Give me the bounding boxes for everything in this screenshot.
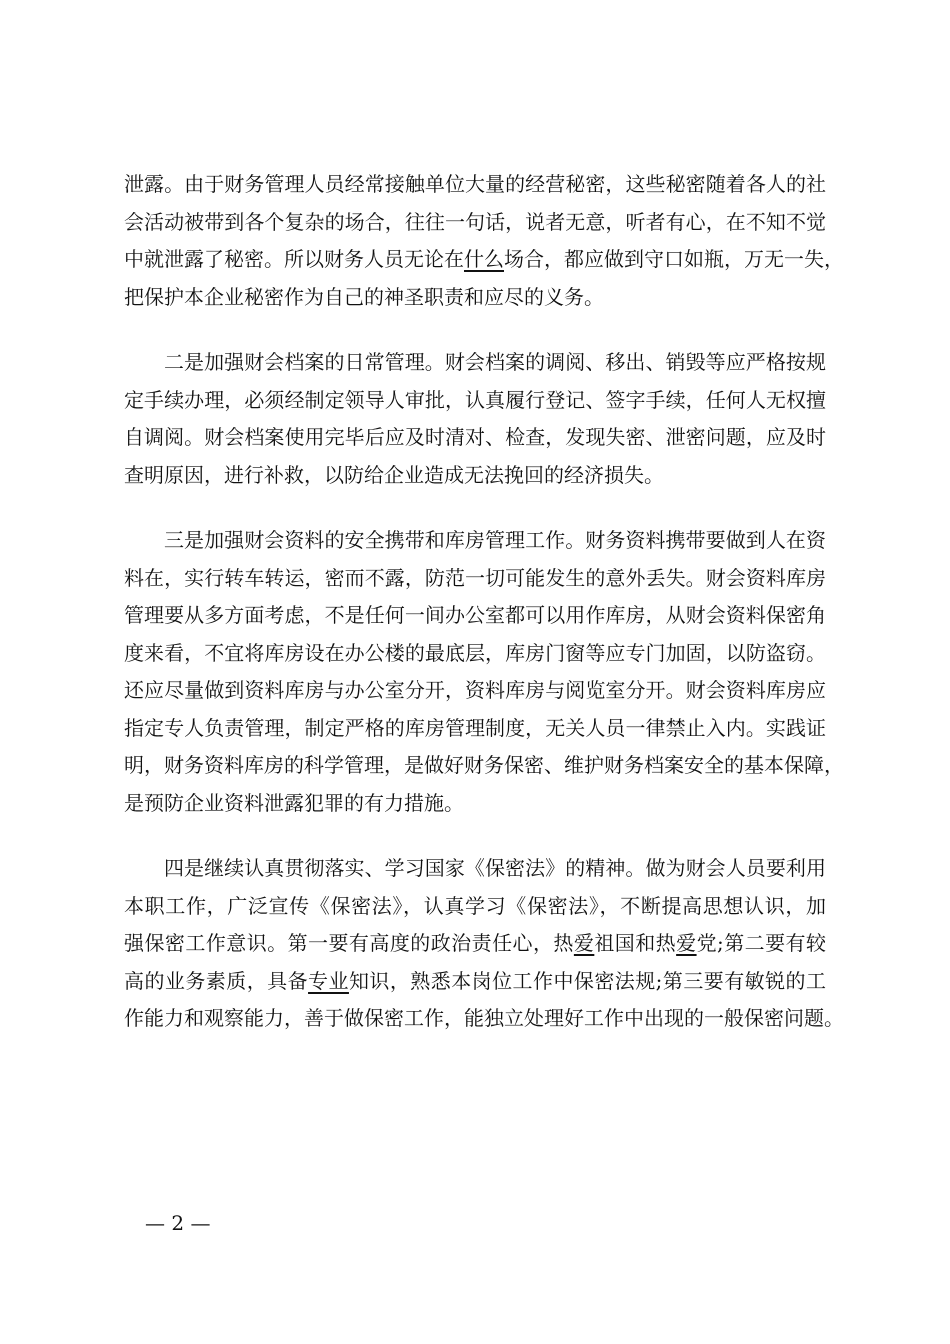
page-number: — 2 —	[145, 1211, 211, 1235]
text-segment: 中就泄露了秘密。所以财务人员无论在	[124, 247, 464, 271]
underlined-text: 专业	[308, 968, 349, 993]
text-segment: 祖国和热	[594, 931, 677, 955]
underlined-text: 爱	[676, 931, 697, 955]
text-line: 度来看，不宜将库房设在办公楼的最底层，库房门窗等应专门加固，以防盗窃。	[124, 640, 826, 665]
text-segment: 党;第二要有较	[696, 931, 827, 955]
paragraph-gap	[124, 822, 826, 850]
text-line: 明，财务资料库房的科学管理，是做好财务保密、维护财务档案安全的基本保障，	[124, 753, 844, 777]
text-line: 三是加强财会资料的安全携带和库房管理工作。财务资料携带要做到人在资	[164, 528, 826, 552]
paragraph-gap	[124, 494, 826, 522]
text-line: 指定专人负责管理，制定严格的库房管理制度，无关人员一律禁止入内。实践证	[124, 715, 826, 740]
paragraph-storage-management	[124, 522, 844, 822]
text-line: 把保护本企业秘密作为自己的神圣职责和应尽的义务。	[124, 284, 604, 309]
paragraph-secrecy-law	[124, 850, 844, 1038]
text-line: 定手续办理，必须经制定领导人审批，认真履行登记、签字手续，任何人无权擅	[124, 387, 826, 412]
text-line	[124, 925, 826, 963]
text-line: 查明原因，进行补救，以防给企业造成无法挽回的经济损失。	[124, 462, 664, 487]
paragraph-archive-management	[124, 344, 826, 494]
text-line: 二是加强财会档案的日常管理。财会档案的调阅、移出、销毁等应严格按规	[164, 350, 826, 374]
text-segment: 场合，都应做到守口如瓶，万无一失，	[504, 247, 844, 271]
text-line	[124, 963, 826, 1001]
text-line: 四是继续认真贯彻落实、学习国家《保密法》的精神。做为财会人员要利用	[164, 856, 826, 880]
text-segment: 知识，熟悉本岗位工作中保密法规;第三要有敏锐的工	[348, 968, 827, 993]
text-line	[124, 241, 844, 279]
text-line: 还应尽量做到资料库房与办公室分开，资料库房与阅览室分开。财会资料库房应	[124, 678, 826, 702]
text-line: 料在，实行转车转运，密而不露，防范一切可能发生的意外丢失。财会资料库房	[124, 565, 826, 590]
text-line: 自调阅。财会档案使用完毕后应及时清对、检查，发现失密、泄密问题，应及时	[124, 425, 826, 449]
underlined-text: 爱	[573, 931, 595, 955]
text-line: 泄露。由于财务管理人员经常接触单位大量的经营秘密，这些秘密随着各人的社	[124, 172, 826, 196]
text-line: 作能力和观察能力，善于做保密工作，能独立处理好工作中出现的一般保密问题。	[124, 1006, 844, 1030]
text-line: 管理要从多方面考虑，不是任何一间办公室都可以用作库房，从财会资料保密角	[124, 603, 826, 627]
text-segment: 强保密工作意识。第一要有高度的政治责任心，热	[124, 931, 574, 955]
text-line: 本职工作，广泛宣传《保密法》，认真学习《保密法》，不断提高思想认识，加	[124, 893, 826, 918]
body-text	[124, 166, 844, 1038]
text-line: 是预防企业资料泄露犯罪的有力措施。	[124, 790, 464, 815]
underlined-text: 什么	[464, 247, 504, 271]
paragraph-gap	[124, 316, 826, 344]
text-segment: 高的业务素质，具备	[124, 968, 309, 993]
paragraph-continuation	[124, 166, 844, 316]
text-line: 会活动被带到各个复杂的场合，往往一句话，说者无意，听者有心，在不知不觉	[124, 209, 826, 234]
